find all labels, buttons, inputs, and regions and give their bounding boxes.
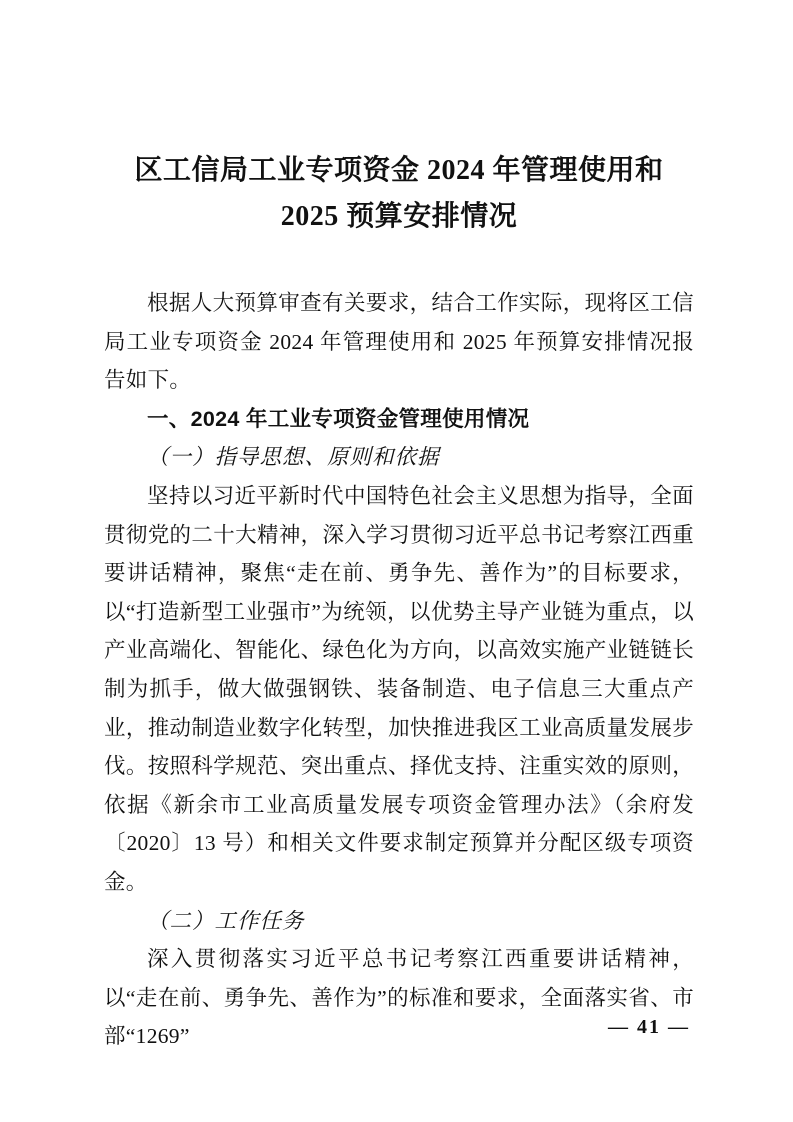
document-title-line1: 区工信局工业专项资金 2024 年管理使用和 — [134, 155, 664, 186]
subsection-heading-work-tasks: （二）工作任务 — [147, 908, 305, 933]
work-tasks-paragraph: 深入贯彻落实习近平总书记考察江西重要讲话精神，以“走在前、勇争先、善作为”的标准和要求，全面落实省、市部“1269” — [104, 947, 694, 1049]
guiding-principles-paragraph: 坚持以习近平新时代中国特色社会主义思想为指导，全面贯彻党的二十大精神，深入学习贯彻习近平总书记考察江西重要讲话精神，聚焦“走在前、勇争先、善作为”的目标要求，以“打造新型工业强市”为统领，以优势主导产业链为重点，以产业高端化、智能化、绿色化为方向，以高效实施产业链链长制为抓手，做大做强钢铁、装备制造、电子信息三大重点产业，推动制造业数字化转型，加快推进我区工业高质量发展步伐。按照科学规范、突出重点、择优支持、注重实效的原则，依据《新余市工业高质量发展专项资金管理办法》（余府发〔2020〕13 号）和相关文件要求制定预算并分配区级专项资金。 — [104, 483, 694, 894]
intro-paragraph: 根据人大预算审查有关要求，结合工作实际，现将区工信局工业专项资金 2024 年管理使用和 2025 年预算安排情况报告如下。 — [104, 291, 694, 393]
document-title-line2: 2025 预算安排情况 — [280, 201, 518, 232]
page-number: — 41 — — [608, 1016, 690, 1038]
document-title — [104, 148, 694, 240]
document-content — [104, 148, 694, 1056]
section-heading-2024-management: 一、2024 年工业专项资金管理使用情况 — [147, 406, 530, 431]
subsection-heading-guiding-principles: （一）指导思想、原则和依据 — [147, 445, 440, 470]
